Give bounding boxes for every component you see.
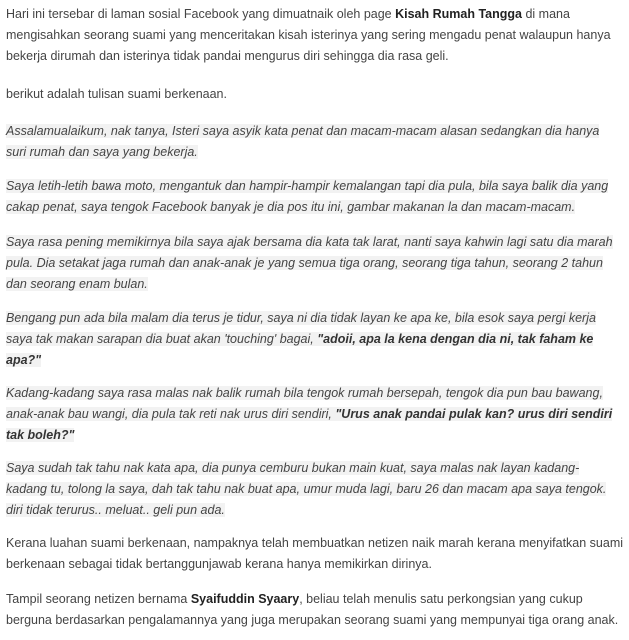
quote-text: kadang tu, tolong la saya, dah tak tahu nak buat apa, umur muda lagi, baru 26 dan macam apa saya tengok.: [6, 482, 607, 496]
quote-emphasis: tak boleh?": [6, 428, 75, 442]
intro-text: Hari ini tersebar di laman sosial Facebook yang dimuatnaik oleh page: [6, 7, 396, 21]
quote-paragraph-3: [6, 232, 622, 295]
body-text: berkenaan sebagai tidak bertanggunjawab kerana hanya memikirkan dirinya.: [6, 557, 432, 571]
quote-emphasis: apa?": [6, 353, 42, 367]
quote-paragraph-4: [6, 308, 622, 371]
body-text: Kerana luahan suami berkenaan, nampaknya telah membuatkan netizen naik marah kerana menyifatkan suami: [6, 536, 624, 550]
quote-text: Assalamualaikum, nak tanya, Isteri saya asyik kata penat dan macam-macam alasan sedangkan dia hanya: [6, 124, 600, 138]
quote-text: Bengang pun ada bila malam dia terus je tidur, saya ni dia tidak layan ke apa ke, bila esok saya pergi kerja: [6, 311, 596, 325]
intro-text: di mana: [521, 7, 570, 21]
netizen-name: Syaifuddin Syaary: [190, 592, 300, 606]
body-text: , beliau telah menulis satu perkongsian yang cukup: [299, 592, 583, 606]
quote-text: dan seorang enam bulan.: [6, 277, 148, 291]
quote-emphasis: "Urus anak pandai pulak kan? urus diri sendiri: [335, 407, 613, 421]
quote-paragraph-5: [6, 383, 622, 446]
quote-text: pula. Dia setakat jaga rumah dan anak-anak je yang semua tiga orang, seorang tiga tahun, seorang 2 tahun: [6, 256, 603, 270]
quote-text: suri rumah dan saya yang bekerja.: [6, 145, 198, 159]
quote-text: Saya rasa pening memikirnya bila saya ajak bersama dia kata tak larat, nanti saya kahwin lagi satu dia marah: [6, 235, 613, 249]
intro-paragraph: [6, 4, 622, 67]
body-text: berguna berdasarkan pengalamannya yang juga merupakan seorang suami yang mempunyai tiga orang anak.: [6, 613, 619, 627]
page-name: Kisah Rumah Tangga: [395, 7, 522, 21]
closing-paragraph: [6, 589, 622, 631]
quote-text: Saya letih-letih bawa moto, mengantuk dan hampir-hampir kemalangan tapi dia pula, bila saya balik dia yang: [6, 179, 609, 193]
quote-paragraph-6: [6, 458, 622, 521]
quote-paragraph-1: [6, 121, 622, 163]
intro-text: mengisahkan seorang suami yang menceritakan kisah isterinya yang sering mengadu penat walaupun hanya: [6, 28, 611, 42]
lead-paragraph: berikut adalah tulisan suami berkenaan.: [6, 87, 227, 101]
quote-text: diri tidak terurus.. meluat.. geli pun ada.: [6, 503, 225, 517]
quote-text: Saya sudah tak tahu nak kata apa, dia punya cemburu bukan main kuat, saya malas nak layan kadang-: [6, 461, 580, 475]
quote-emphasis: "adoii, apa la kena dengan dia ni, tak faham ke: [317, 332, 594, 346]
quote-text: anak-anak bau wangi, dia pula tak reti nak urus diri sendiri,: [6, 407, 336, 421]
intro-text: bekerja dirumah dan isterinya tidak pandai mengurus diri sehingga dia rasa geli.: [6, 49, 449, 63]
body-text: Tampil seorang netizen bernama: [6, 592, 191, 606]
quote-text: saya tak makan sarapan dia buat akan 'touching' bagai,: [6, 332, 318, 346]
quote-text: Kadang-kadang saya rasa malas nak balik rumah bila tengok rumah bersepah, tengok dia pun bau bawang,: [6, 386, 603, 400]
quote-text: cakap penat, saya tengok Facebook banyak je dia pos itu ini, gambar makanan la dan macam-macam.: [6, 200, 576, 214]
quote-paragraph-2: [6, 176, 622, 218]
reaction-paragraph: [6, 533, 622, 575]
